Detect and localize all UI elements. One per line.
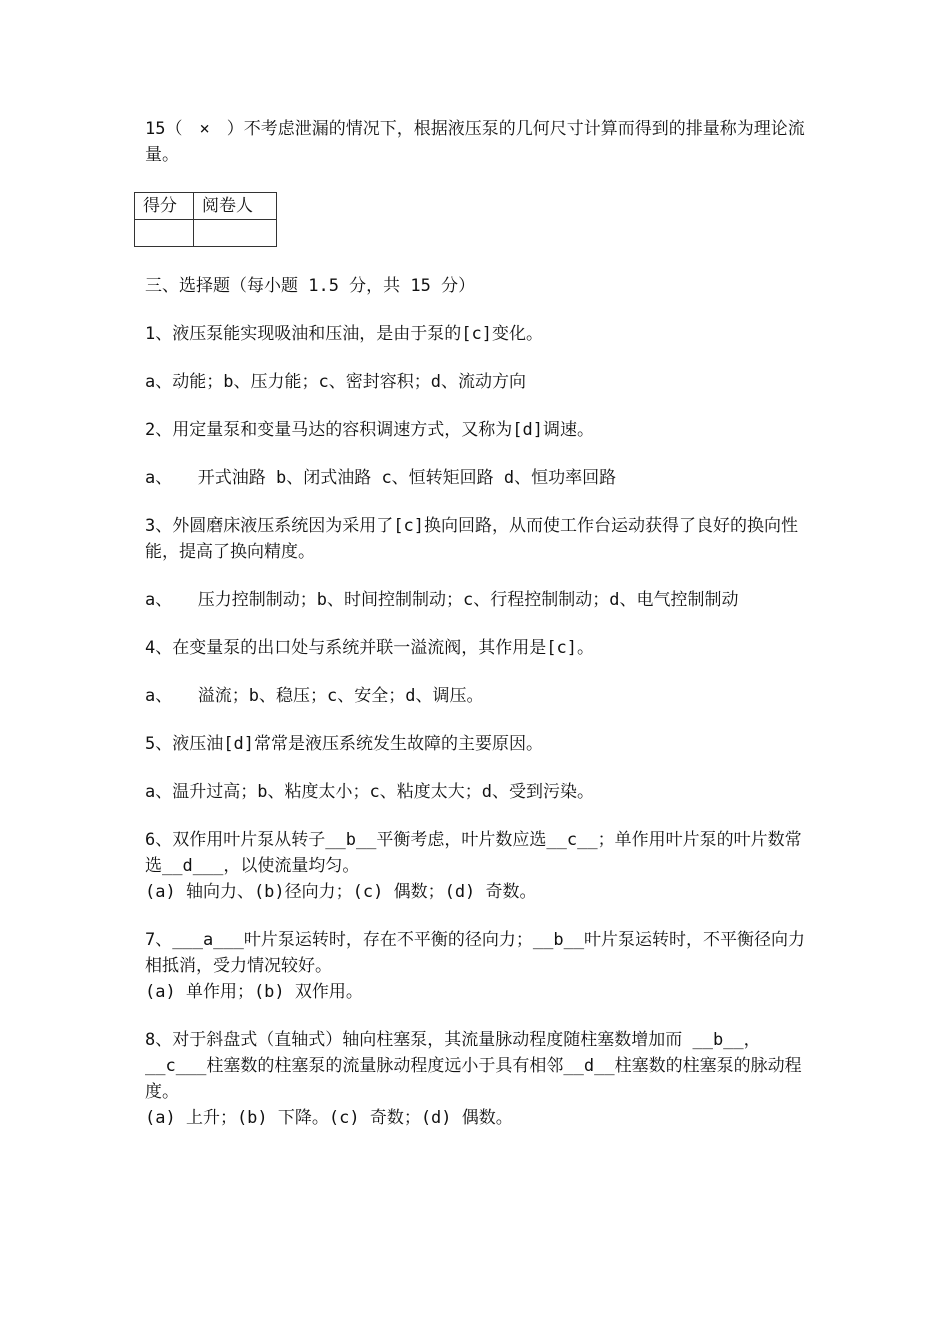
question-stem: 2、用定量泵和变量马达的容积调速方式，又称为[d]调速。 — [145, 420, 594, 440]
grader-header-cell: 阅卷人 — [194, 193, 277, 220]
document-content — [145, 116, 810, 1131]
question-stem: 3、外圆磨床液压系统因为采用了[c]换向回路，从而使工作台运动获得了良好的换向性能，提高了换向精度。 — [145, 516, 798, 562]
question-stem: 5、液压油[d]常常是液压系统发生故障的主要原因。 — [145, 734, 543, 754]
question-stem: 1、液压泵能实现吸油和压油，是由于泵的[c]变化。 — [145, 324, 543, 344]
score-table — [134, 192, 277, 247]
score-blank-cell — [135, 220, 194, 247]
question-stem: 6、双作用叶片泵从转子__b__平衡考虑，叶片数应选__c__；单作用叶片泵的叶片数常选__d___，以使流量均匀。 — [145, 830, 802, 876]
question-options: a、动能；b、压力能；c、密封容积；d、流动方向 — [145, 372, 526, 392]
score-table-header-row — [135, 193, 277, 220]
score-header-cell: 得分 — [135, 193, 194, 220]
question-options: (a) 上升；(b) 下降。(c) 奇数；(d) 偶数。 — [145, 1108, 513, 1128]
question-options: (a) 单作用；(b) 双作用。 — [145, 982, 363, 1002]
question-stem: 4、在变量泵的出口处与系统并联一溢流阀，其作用是[c]。 — [145, 638, 594, 658]
question-options: a、 压力控制制动；b、时间控制制动；c、行程控制制动；d、电气控制制动 — [145, 590, 739, 610]
question-options: a、温升过高；b、粘度太小；c、粘度太大；d、受到污染。 — [145, 782, 594, 802]
score-table-blank-row — [135, 220, 277, 247]
section-title: 三、选择题（每小题 1.5 分，共 15 分） — [145, 276, 476, 296]
question-15-truefalse: 15（ × ）不考虑泄漏的情况下，根据液压泵的几何尺寸计算而得到的排量称为理论流量。 — [145, 119, 805, 165]
question-options: a、 溢流；b、稳压；c、安全；d、调压。 — [145, 686, 484, 706]
question-options: a、 开式油路 b、闭式油路 c、恒转矩回路 d、恒功率回路 — [145, 468, 617, 488]
question-stem: 8、对于斜盘式（直轴式）轴向柱塞泵，其流量脉动程度随柱塞数增加而 __b__，__c___柱塞数的柱塞泵的流量脉动程度远小于具有相邻__d__柱塞数的柱塞泵的脉动程度。 — [145, 1030, 802, 1102]
question-stem: 7、___a___叶片泵运转时，存在不平衡的径向力；__b__叶片泵运转时，不平衡径向力相抵消，受力情况较好。 — [145, 930, 806, 976]
grader-blank-cell — [194, 220, 277, 247]
question-options: (a) 轴向力、(b)径向力；(c) 偶数；(d) 奇数。 — [145, 882, 537, 902]
question-list — [145, 321, 810, 1131]
